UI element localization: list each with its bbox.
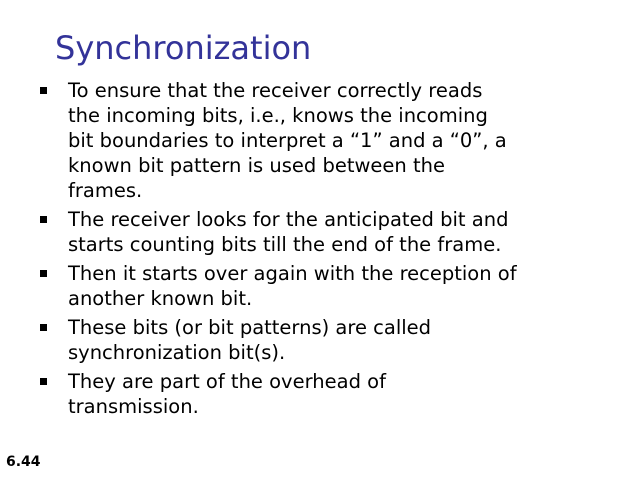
bullet-line: frames. <box>68 179 143 202</box>
square-bullet-icon <box>40 378 47 385</box>
bullet-line: These bits (or bit patterns) are called <box>68 316 432 339</box>
square-bullet-icon <box>40 270 47 277</box>
slide-title: Synchronization <box>55 29 312 67</box>
bullet-item-3 <box>37 261 592 311</box>
bullet-item-1 <box>37 78 592 203</box>
bullet-line: another known bit. <box>68 287 253 310</box>
bullet-line: Then it starts over again with the reception of <box>68 262 517 285</box>
bullet-line: To ensure that the receiver correctly reads <box>68 79 483 102</box>
bullet-line: The receiver looks for the anticipated bit and <box>68 208 509 231</box>
bullet-item-4 <box>37 315 592 365</box>
bullet-line: the incoming bits, i.e., knows the incoming <box>68 104 488 127</box>
bullet-item-5 <box>37 369 592 419</box>
slide-number: 6.44 <box>6 454 41 470</box>
bullet-line: known bit pattern is used between the <box>68 154 445 177</box>
bullet-line: They are part of the overhead of <box>68 370 386 393</box>
bullet-list <box>37 78 592 423</box>
bullet-item-2 <box>37 207 592 257</box>
square-bullet-icon <box>40 216 47 223</box>
bullet-line: transmission. <box>68 395 199 418</box>
bullet-line: synchronization bit(s). <box>68 341 286 364</box>
square-bullet-icon <box>40 324 47 331</box>
bullet-line: starts counting bits till the end of the frame. <box>68 233 502 256</box>
square-bullet-icon <box>40 87 47 94</box>
bullet-line: bit boundaries to interpret a “1” and a “0”, a <box>68 129 507 152</box>
